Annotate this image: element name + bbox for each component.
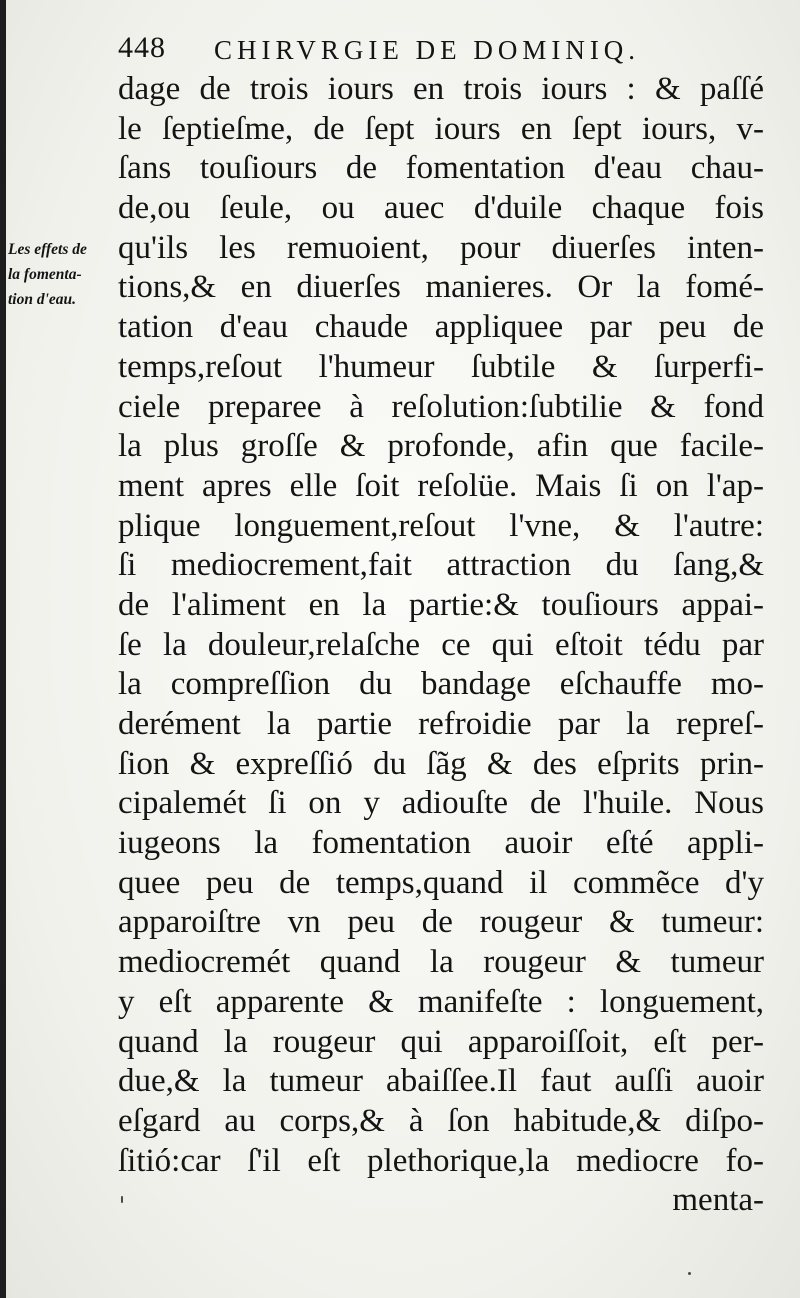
marginal-note [8,237,116,312]
marginal-note-line: tion d'eau. [8,291,77,308]
text-line: ſi mediocrement,fait attraction du ſang,& [118,547,764,584]
text-line: tions,& en diuerſes manieres. Or la fomé- [118,269,764,306]
text-line: la compreſſion du bandage eſchauffe mo- [118,666,764,703]
text-line: de l'aliment en la partie:& touſiours appai- [118,586,764,623]
body-text [118,70,764,1221]
paper-speck [121,1196,123,1203]
text-line: ſans touſiours de fomentation d'eau chau- [118,150,764,187]
marginal-note-line: la fomenta- [8,266,82,283]
running-head: CHIRVRGIE DE DOMINIQ. [214,35,641,65]
catchword-line: menta- [672,1182,764,1219]
text-line: ſe la douleur,relaſche ce qui eſtoit tédu par [118,626,764,663]
text-line: la plus groſſe & profonde, afin que facile- [118,428,764,465]
text-line: dage de trois iours en trois iours : & paſſé [118,71,764,107]
text-line: quee peu de temps,quand il commẽce d'y [118,864,764,901]
text-line: de,ou ſeule, ou auec d'duile chaque fois [118,190,764,227]
text-line: iugeons la fomentation auoir eſté appli- [118,825,764,862]
text-line: ment apres elle ſoit reſolüe. Mais ſi on l'ap- [118,467,764,504]
text-line: ſitió:car ſ'il eſt plethorique,la mediocre fo- [118,1142,764,1179]
text-line: qu'ils les remuoient, pour diuerſes inten- [118,229,764,266]
text-line: cipalemét ſi on y adiouſte de l'huile. Nous [118,785,764,822]
page-number: 448 [118,31,166,64]
text-line: quand la rougeur qui apparoiſſoit, eſt per- [118,1023,764,1060]
text-line: tation d'eau chaude appliquee par peu de [118,309,764,346]
text-line: apparoiſtre vn peu de rougeur & tumeur: [118,904,764,941]
text-line: ſion & expreſſió du ſãg & des eſprits prin- [118,745,764,782]
text-line: eſgard au corps,& à ſon habitude,& diſpo- [118,1102,764,1139]
page-header [118,28,758,68]
text-line: le ſeptieſme, de ſept iours en ſept iours, v- [118,110,764,147]
text-line: y eſt apparente & manifeſte : longuement, [118,983,764,1020]
text-line: mediocremét quand la rougeur & tumeur [118,944,764,981]
text-line: plique longuement,reſout l'vne, & l'autre: [118,507,764,544]
text-line: ciele preparee à reſolution:ſubtilie & fond [118,388,764,425]
marginal-note-line: Les effets de [8,241,87,258]
paper-speck [688,1272,691,1275]
text-line: temps,reſout l'humeur ſubtile & ſurperfi- [118,348,764,385]
text-line: due,& la tumeur abaiſſee.Il faut auſſi auoir [118,1063,764,1100]
text-line: derément la partie refroidie par la repreſ- [118,706,764,742]
page-gutter-shadow [0,0,6,1298]
